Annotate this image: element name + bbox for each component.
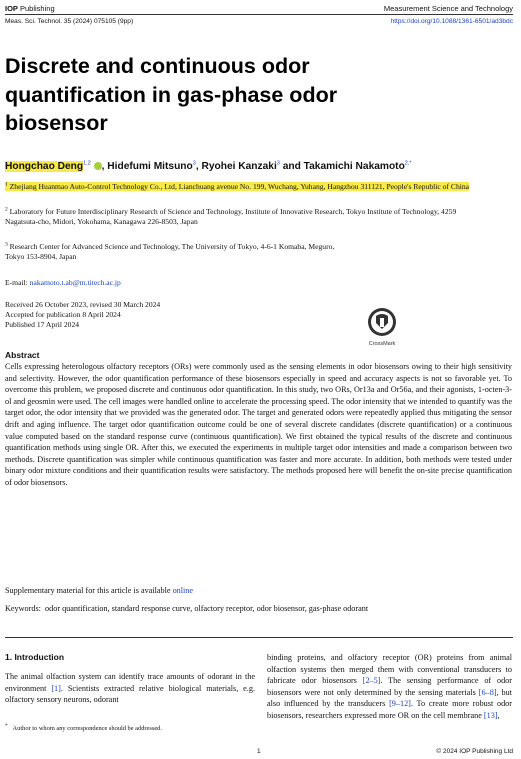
section-rule <box>5 637 513 638</box>
abstract-text: Cells expressing heterologous olfactory receptors (ORs) were commonly used as the sensing elements in odor biosensors owing to their high sensitivity and selectivity. However, the odor quantification performance of these biosensors especially in speed and accuracy aspects is not so favorable yet. To overcome this problem, we proposed discrete and continuous odor quantification. In this study, two ORs, Or13a and Or56a, and their agonists, 1-octen-3-ol and geosmin were used. The cell images were handled online to accelerate the processing speed. The odor intensity that we intended to quantify was the target odor, the odor intensity that we provided was the generated odor. The target and generated odors were repeatedly applied thus mitigating the sensor drift and aging influence. The target odor quantification outcome could be one of several discrete candidates (discrete quantification) or a continuous value computed based on the standard response curve (continuous quantification). We first obtained the typical results of the discrete and continuous quantification methods using single OR. After this, we executed the experiments in multiple target odor intensities and made a comparison between two methods. Discrete quantification was simpler while continuous quantification was faster and more accurate. In addition, both methods were tested under binary odor mixture conditions and their quantification results were satisfactory. The methods proposed here will benefit the on-site precise quantification of odor biosensors. <box>5 362 512 487</box>
page-number: 1 <box>257 748 261 755</box>
journal-name: Measurement Science and Technology <box>383 4 513 13</box>
publisher-logo: IOP Publishing <box>5 4 55 13</box>
email-line: E-mail: nakamoto.t.ab@m.titech.ac.jp <box>5 278 121 287</box>
intro-left-text: The animal olfaction system can identify trace amounts of odorant in the environment [1]. Scientists extracted relative biological materials, e.g. olfactory sensory neurons, odorant <box>5 672 255 705</box>
abstract-heading: Abstract <box>5 350 40 360</box>
intro-right-text: binding proteins, and olfactory receptor (OR) proteins from animal olfaction systems then merged them with conventional transducers to fabricate odor biosensors [2–5]. The sensing performance of odor biosensors were not only determined by the sensing materials [6–8], but also influenced by the transducers [9–12]. To create more robust odor biosensors, researchers expressed more OR on the cell membrane [13], <box>267 653 512 720</box>
affiliation-2: $^2$ Laboratory for Future Interdisciplinary Research of Science and Technology, Institute of Innovative Research, Tokyo Institute of Technology, 4259 Nagatsuta-cho, Midori, Yokohama, Kanagawa 226-8503, Japan <box>5 206 457 227</box>
copyright: © 2024 IOP Publishing Ltd <box>436 748 513 755</box>
orcid-icon[interactable] <box>94 162 102 170</box>
published-date: Published 17 April 2024 <box>5 320 80 329</box>
author-mitsuno[interactable]: Hidefumi Mitsuno <box>107 161 193 172</box>
affiliation-1: $^1$ Zhejiang Huanmao Auto-Control Technology Co., Ltd, Lianchuang avenue No. 199, Wuchang, Yuhang, Hangzhou 311121, People's Republic of China <box>5 181 470 191</box>
supplementary-note: Supplementary material for this article is available online <box>5 586 194 595</box>
keywords: Keywords: odor quantification, standard response curve, olfactory receptor, odor biosensor, gas-phase odorant <box>5 604 369 613</box>
email-link[interactable]: nakamoto.t.ab@m.titech.ac.jp <box>29 278 121 287</box>
accepted-date: Accepted for publication 8 April 2024 <box>5 310 121 319</box>
correspondence-footnote: * Author to whom any correspondence should be addressed. <box>5 722 162 732</box>
intro-heading: 1. Introduction <box>5 652 65 662</box>
article-title: Discrete and continuous odor quantification in gas-phase odor biosensor <box>5 54 338 135</box>
doi-link[interactable]: https://doi.org/10.1088/1361-6501/ad3bdc <box>390 18 513 25</box>
received-date: Received 26 October 2023, revised 30 March 2024 <box>5 300 161 309</box>
author-list: Hongchao Deng$^{1,2}$ , Hidefumi Mitsuno$^3$, Ryohei Kanzaki$^3$ and Takamichi Nakamoto$^{2,*}$ <box>5 160 412 172</box>
crossmark-icon <box>367 307 397 337</box>
citation: Meas. Sci. Technol. 35 (2024) 075105 (9pp) <box>5 18 134 25</box>
author-kanzaki[interactable]: Ryohei Kanzaki <box>201 161 277 172</box>
crossmark-label: CrossMark <box>368 341 396 347</box>
crossmark-badge[interactable] <box>362 307 402 347</box>
affiliation-3: $^3$ Research Center for Advanced Science and Technology, The University of Tokyo, 4-6-1 Komaba, Meguro, Tokyo 153-8904, Japan <box>5 241 335 262</box>
author-nakamoto[interactable]: Takamichi Nakamoto <box>303 161 405 172</box>
author-deng[interactable]: Hongchao Deng <box>5 161 84 172</box>
header-rule <box>5 14 513 15</box>
supplementary-link[interactable]: online <box>172 586 194 595</box>
